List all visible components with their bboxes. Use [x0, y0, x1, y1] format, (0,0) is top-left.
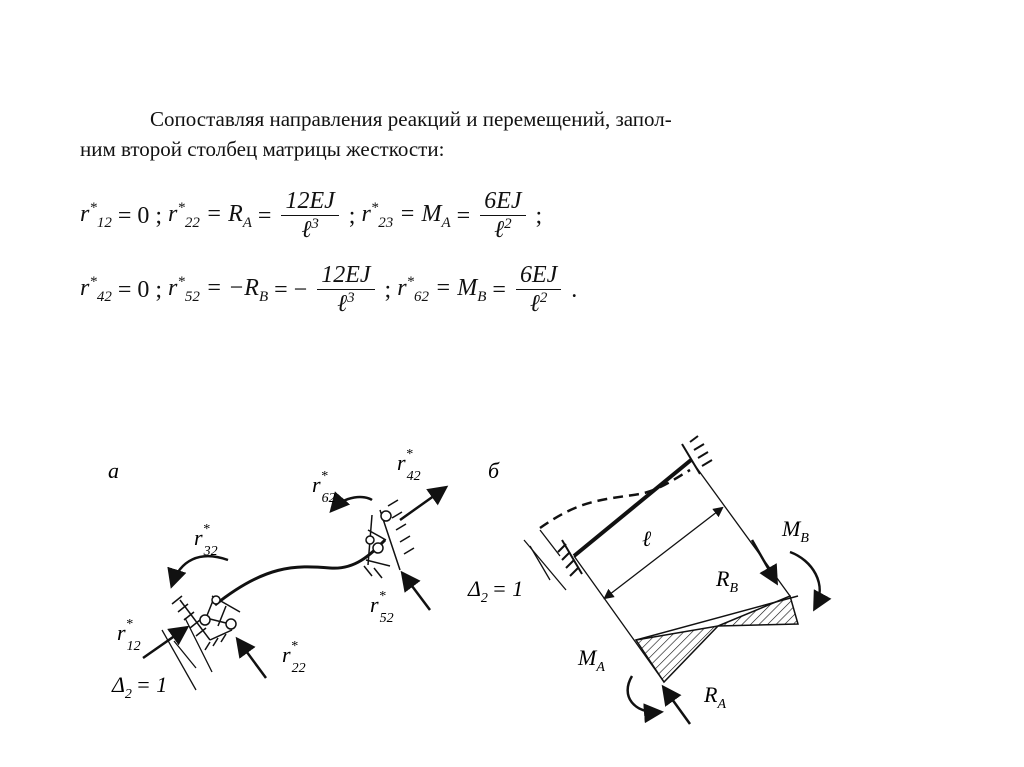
eq-r22-equals: =: [257, 202, 272, 229]
eq-r52-rb: = $-R_B$: [205, 274, 269, 305]
eq-r62: $r^*_{62}$: [397, 274, 430, 305]
eq-r62-mb: = $M_B$: [435, 274, 487, 305]
eq-r62-numerator: 6EJ: [516, 262, 561, 290]
MA-moment-arrow: [628, 676, 660, 712]
figure-a: [108, 447, 445, 702]
length-dimension: [605, 508, 722, 598]
support-bottom-left: [558, 540, 582, 576]
label-r32: r* 32: [194, 522, 218, 559]
label-r22: r* 22: [282, 639, 306, 676]
eq-separator: ;: [348, 202, 356, 229]
eq-r12: $r^*_{12}$: [80, 200, 112, 231]
right-support: [364, 500, 414, 578]
eq-r52: $r^*_{52}$: [168, 274, 200, 305]
label-delta-a: $\Delta_2 = 1$: [112, 672, 168, 702]
eq-r23-equals: =: [456, 202, 471, 229]
label-r62: r* 62: [312, 469, 336, 506]
moment-diagram-b: [718, 596, 798, 626]
eq-r42-rhs: = 0 ;: [117, 276, 163, 303]
eq-r22-denominator: ℓ$^3$: [301, 216, 319, 243]
label-MA: $M_A$: [578, 645, 605, 675]
panel-label-a: а: [108, 458, 119, 483]
eq-r12-rhs: = 0 ;: [117, 202, 163, 229]
label-r12: r* 12: [117, 617, 141, 654]
label-length: ℓ: [642, 526, 652, 551]
r52-arrow: [403, 574, 430, 610]
r62-moment-arrow: [332, 497, 372, 510]
eq-r52-numerator: 12EJ: [317, 262, 374, 290]
paragraph-line-1: Сопоставляя направления реакций и перемещений, запол-: [150, 107, 672, 131]
figure-b: [467, 436, 820, 724]
label-RB: $R_B$: [716, 566, 739, 596]
label-delta-b: $\Delta_2 = 1$: [468, 576, 524, 606]
extension-line-b: [691, 460, 790, 596]
eq-r62-equals: =: [492, 276, 506, 303]
label-MB: $M_B$: [782, 516, 809, 546]
r12-arrow: [143, 628, 186, 658]
eq-r62-denominator: ℓ$^2$: [529, 290, 548, 317]
label-RA: $R_A$: [704, 682, 727, 712]
label-r52: r* 52: [370, 589, 394, 626]
eq-r23-denominator: ℓ$^2$: [494, 216, 512, 243]
eq-r22-numerator: 12EJ: [281, 188, 338, 216]
eq-end: .: [571, 276, 578, 303]
r22-arrow: [238, 640, 266, 678]
eq-r22-ra: = $R_A$: [205, 200, 252, 231]
delta-dimension-b: [524, 530, 566, 590]
eq-r42: $r^*_{42}$: [80, 274, 112, 305]
paragraph-line-2: ним второй столбец матрицы жесткости:: [80, 137, 445, 161]
eq-r23: $r^*_{23}$: [361, 200, 394, 231]
deformed-beam: [215, 540, 385, 605]
panel-label-b: б: [488, 458, 500, 483]
eq-r52-equals: = −: [274, 276, 308, 303]
eq-end: ;: [535, 202, 543, 229]
eq-r23-ma: = $M_A$: [399, 200, 451, 231]
eq-r22: $r^*_{22}$: [168, 200, 200, 231]
label-r42: r* 42: [397, 447, 421, 484]
left-support: [172, 596, 240, 650]
beam: [574, 460, 691, 556]
r32-moment-arrow: [172, 556, 228, 585]
r42-arrow: [400, 488, 445, 520]
eq-r23-numerator: 6EJ: [480, 188, 525, 216]
RA-arrow: [664, 688, 690, 724]
moment-diagram-a: [636, 626, 718, 682]
eq-separator: ;: [384, 276, 392, 303]
eq-r52-denominator: ℓ$^3$: [337, 290, 355, 317]
MB-moment-arrow: [790, 552, 820, 608]
RB-arrow: [752, 540, 776, 582]
